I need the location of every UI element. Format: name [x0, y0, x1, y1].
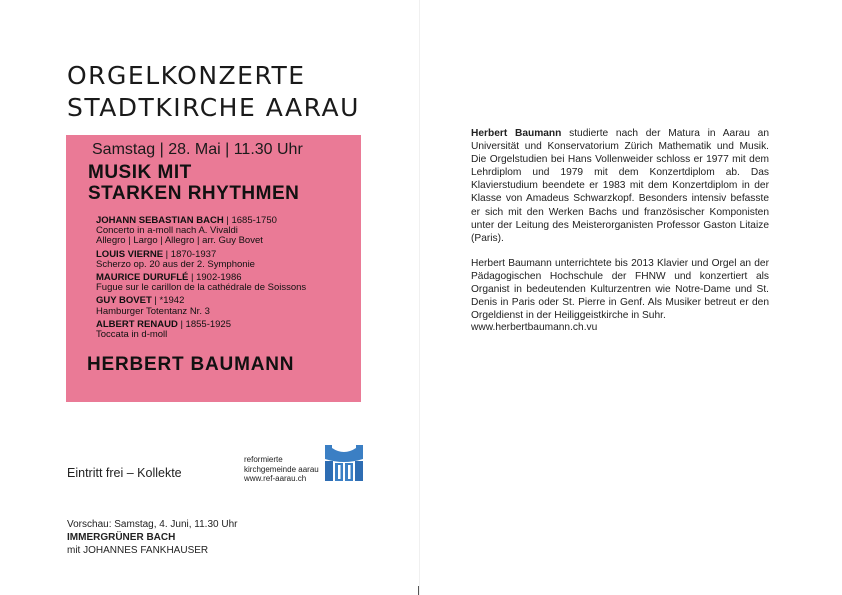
composer-name: LOUIS VIERNE — [96, 248, 164, 260]
website-link[interactable]: www.herbertbaumann.ch.vu — [471, 322, 598, 333]
program-item — [96, 273, 356, 293]
entry-note: Eintritt frei – Kollekte — [67, 466, 182, 480]
composer-dates: | 1902-1986 — [188, 272, 242, 284]
event-box — [66, 135, 361, 402]
church-logo-icon — [325, 445, 363, 481]
page-title — [67, 60, 360, 124]
preview-block — [67, 518, 237, 557]
organizer-text — [244, 455, 319, 484]
program-item — [96, 320, 356, 340]
logo-pillar — [355, 461, 363, 481]
event-title — [88, 162, 299, 204]
work-line: Fugue sur le carillon de la cathédrale de Soissons — [96, 282, 307, 294]
composer-dates: | *1942 — [151, 295, 185, 307]
title-line-2: STADTKIRCHE AARAU — [67, 93, 360, 122]
preview-title: IMMERGRÜNER BACH — [67, 532, 176, 543]
program-item — [96, 250, 356, 270]
event-title-line-2: STARKEN RHYTHMEN — [88, 183, 300, 204]
bio-name: Herbert Baumann — [471, 128, 562, 139]
logo-detail — [338, 465, 341, 479]
performer-name: HERBERT BAUMANN — [87, 354, 295, 375]
organizer-line-2: kirchgemeinde aarau — [244, 464, 319, 474]
work-line: Hamburger Totentanz Nr. 3 — [96, 305, 210, 317]
program-list — [96, 216, 356, 343]
title-line-1: ORGELKONZERTE — [67, 61, 306, 90]
logo-detail — [348, 465, 351, 479]
organizer-url[interactable]: www.ref-aarau.ch — [244, 474, 307, 483]
event-date: Samstag | 28. Mai | 11.30 Uhr — [92, 141, 303, 158]
logo-pillar — [325, 461, 333, 481]
composer-name: MAURICE DURUFLÉ — [96, 272, 189, 284]
preview-performer: mit JOHANNES FANKHAUSER — [67, 545, 209, 556]
composer-name: JOHANN SEBASTIAN BACH — [96, 215, 224, 226]
composer-name: GUY BOVET — [96, 295, 152, 307]
composer-name: ALBERT RENAUD — [96, 318, 178, 330]
work-line: Toccata in d-moll — [96, 329, 168, 341]
event-title-line-1: MUSIK MIT — [88, 162, 192, 183]
composer-dates: | 1870-1937 — [163, 248, 217, 260]
program-item — [96, 296, 356, 316]
bio-paragraph-2: Herbert Baumann unterrichtete bis 2013 Klavier und Orgel an der Pädagogischen Hochschule der FHNW und konzertiert als Organist in bedeutenden Kulturzentren wie Notre-Dame und St. Denis in Paris oder St. Pierre in Genf. Als Musiker betreut er den Orgeldienst in der Heiliggeistkirche in Suhr. — [471, 257, 769, 322]
bio-paragraph-1 — [471, 127, 769, 245]
preview-label: Vorschau: Samstag, 4. Juni, 11.30 Uhr — [67, 519, 238, 530]
composer-dates: | 1855-1925 — [177, 318, 231, 330]
logo-arch — [325, 445, 363, 462]
composer-dates: | 1685-1750 — [223, 215, 277, 226]
organizer-line-1: reformierte — [244, 455, 283, 464]
program-item — [96, 216, 356, 247]
bio-text-1: studierte nach der Matura in Aarau an Universität und Konservatorium Zürich Mathematik und Musik. Die Orgelstudien bei Hans Vollenweider schloss er 1977 mit dem Lehrdiplom und 1979 mit dem Konzertdiplom ab. Das Klavierstudium beendete er 1983 mit dem Konzertdiplom in der Klasse von Amadeus Schwarzkopf. Besonders intensiv befasste er sich mit den Werken Bachs und französischer Komponisten unter der Leitung des Meisterorganisten Professor Gaston Litaize (Paris). — [471, 128, 769, 244]
fold-mark — [418, 586, 419, 595]
work-line: Concerto in a-moll nach A. Vivaldi — [96, 225, 238, 237]
work-line: Scherzo op. 20 aus der 2. Symphonie — [96, 258, 255, 270]
biography — [471, 127, 769, 334]
work-line: Allegro | Largo | Allegro | arr. Guy Bovet — [96, 235, 263, 247]
fold-line — [419, 0, 420, 595]
